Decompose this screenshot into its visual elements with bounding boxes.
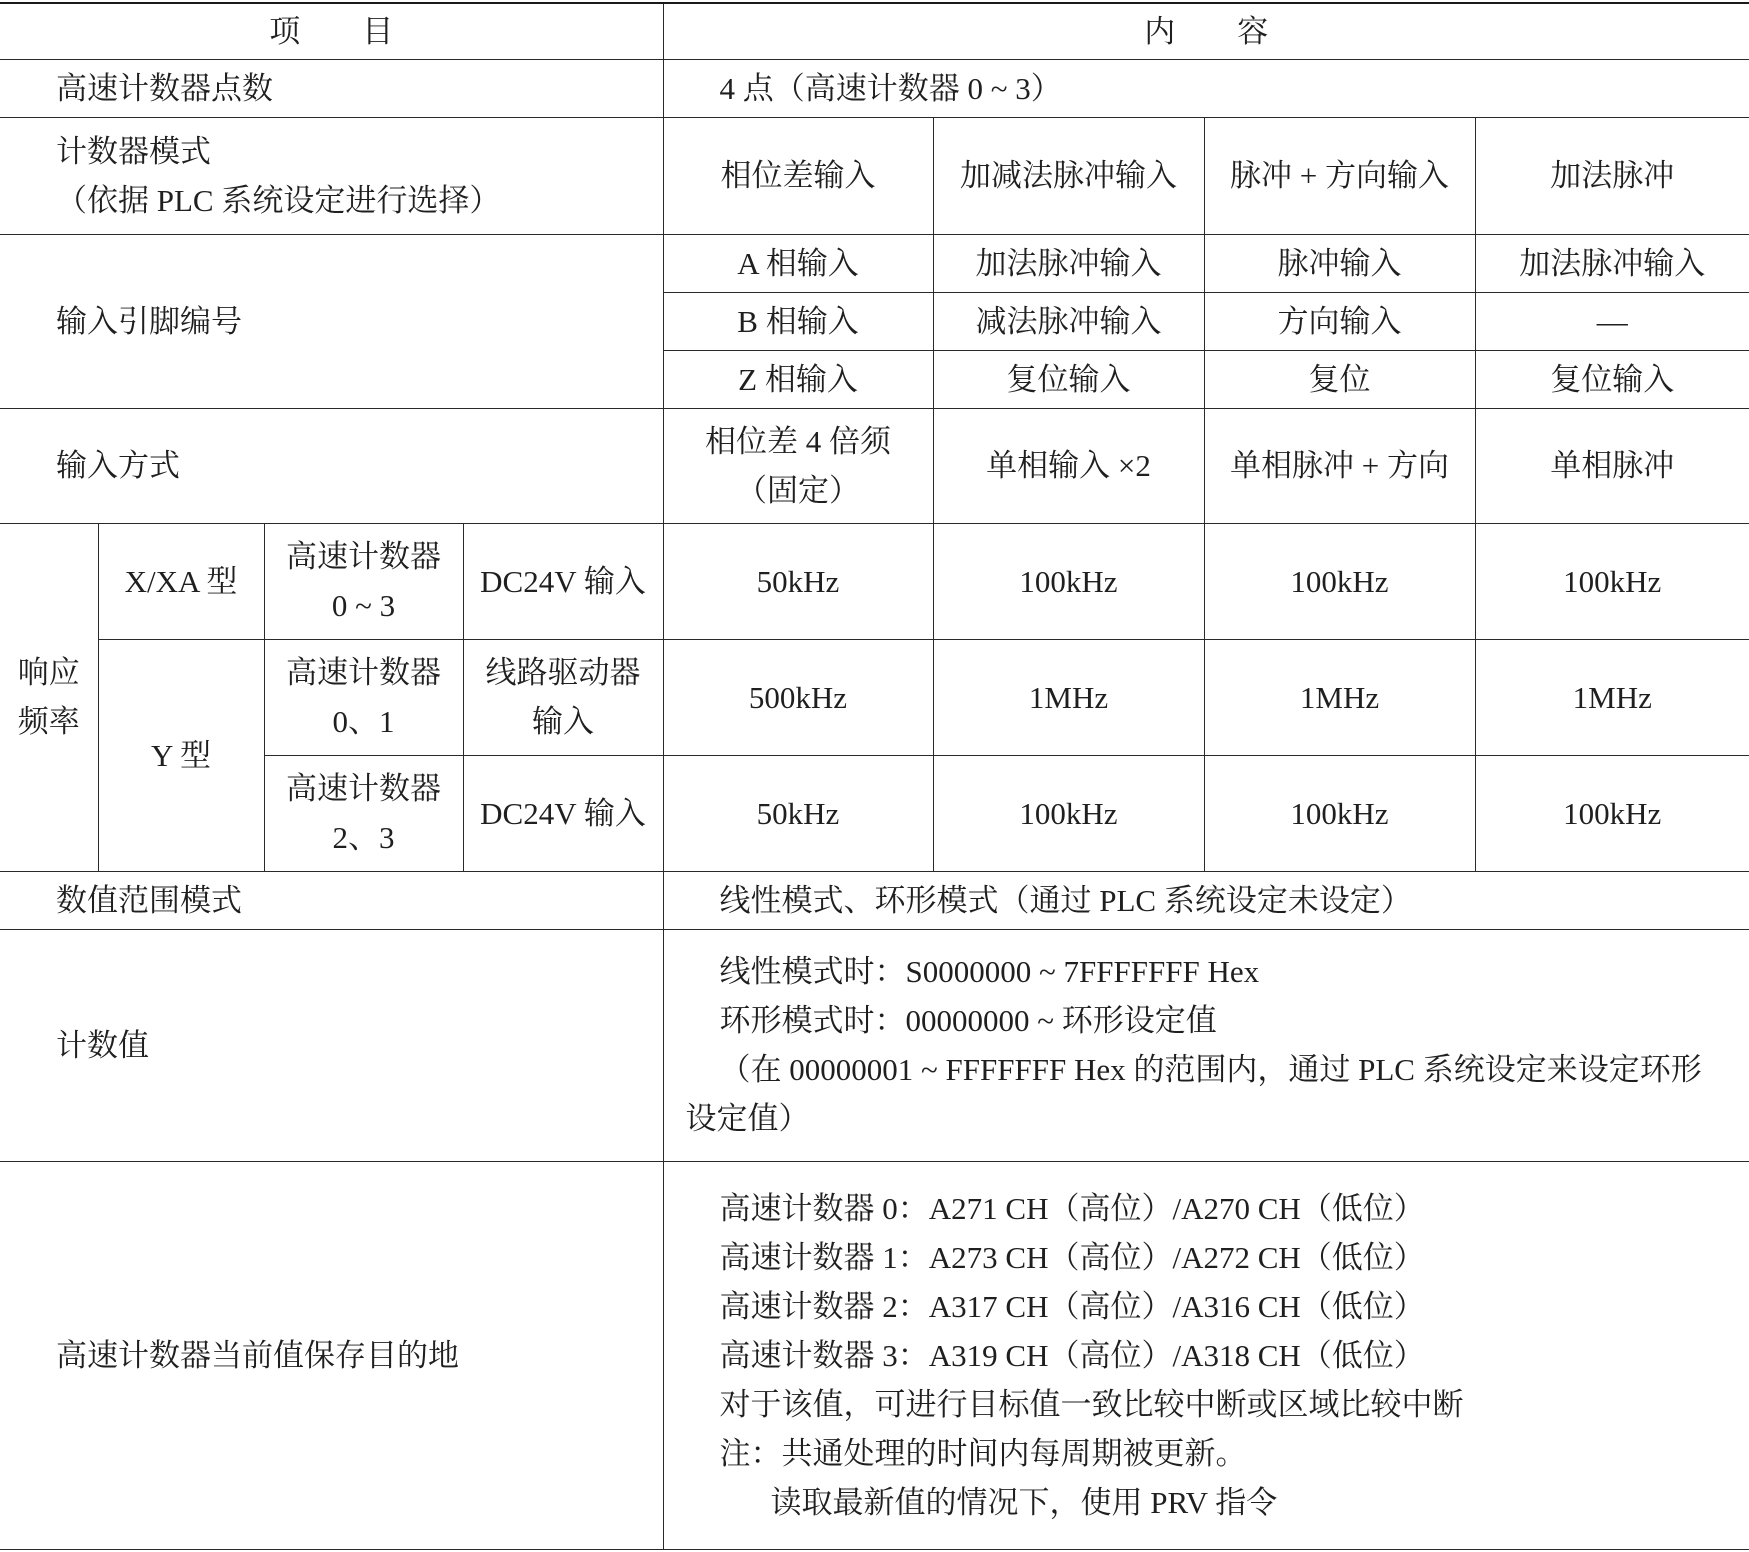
counter-mode-label-note: （依据 PLC 系统设定进行选择） <box>56 182 501 218</box>
input-pins-row-a <box>0 234 1749 292</box>
counter-range <box>264 639 463 755</box>
header-row <box>0 3 1749 59</box>
frequency-value: 100kHz <box>933 523 1204 639</box>
input-type <box>463 639 663 755</box>
frequency-value: 50kHz <box>663 755 933 871</box>
mode-up-down: 加减法脉冲输入 <box>933 117 1204 234</box>
count-value-content <box>663 929 1749 1161</box>
destination-content <box>663 1161 1749 1549</box>
pin-cell: — <box>1475 292 1749 350</box>
counter-range-line: 2、3 <box>332 820 395 855</box>
count-value-line: 环形模式时：00000000 ~ 环形设定值 <box>719 1003 1217 1038</box>
input-method-phase-diff-note: （固定） <box>736 472 860 508</box>
destination-line: 高速计数器 2：A317 CH（高位）/A316 CH（低位） <box>719 1288 1425 1324</box>
counter-points-value: 4 点（高速计数器 0 ~ 3） <box>663 59 1749 117</box>
frequency-value: 500kHz <box>663 639 933 755</box>
destination-line: 高速计数器 0：A271 CH（高位）/A270 CH（低位） <box>719 1190 1425 1226</box>
count-value-row <box>0 929 1749 1161</box>
destination-line: 高速计数器 1：A273 CH（高位）/A272 CH（低位） <box>719 1239 1425 1275</box>
mode-increment: 加法脉冲 <box>1475 117 1749 234</box>
frequency-value: 50kHz <box>663 523 933 639</box>
mode-pulse-direction: 脉冲 + 方向输入 <box>1204 117 1475 234</box>
count-value-line: 设定值） <box>685 1101 810 1136</box>
response-frequency-label-line: 频率 <box>17 704 80 739</box>
input-method-value: 单相脉冲 + 方向 <box>1204 408 1475 523</box>
pin-cell: 方向输入 <box>1204 292 1475 350</box>
destination-label: 高速计数器当前值保存目的地 <box>0 1161 663 1549</box>
counter-mode-label-line: 计数器模式 <box>56 133 211 169</box>
response-frequency-row-xxa <box>0 523 1749 639</box>
counter-range-line: 高速计数器 <box>286 655 441 690</box>
frequency-value: 100kHz <box>1204 523 1475 639</box>
counter-mode-row <box>0 117 1749 234</box>
range-mode-label: 数值范围模式 <box>0 871 663 929</box>
model-type: Y 型 <box>98 639 264 871</box>
counter-range-line: 0 ~ 3 <box>331 588 396 623</box>
input-type-line: 输入 <box>532 704 594 739</box>
high-speed-counter-spec-table <box>0 2 1749 1550</box>
destination-line: 注：共通处理的时间内每周期被更新。 <box>719 1435 1247 1471</box>
pin-cell: 加法脉冲输入 <box>933 234 1204 292</box>
input-method-value: 单相输入 ×2 <box>933 408 1204 523</box>
counter-range <box>264 755 463 871</box>
input-method-label: 输入方式 <box>0 408 663 523</box>
counter-range-line: 0、1 <box>332 704 395 739</box>
count-value-label: 计数值 <box>0 929 663 1161</box>
destination-row <box>0 1161 1749 1549</box>
counter-range <box>264 523 463 639</box>
pin-cell: 加法脉冲输入 <box>1475 234 1749 292</box>
pin-cell: 脉冲输入 <box>1204 234 1475 292</box>
input-method-row <box>0 408 1749 523</box>
frequency-value: 1MHz <box>933 639 1204 755</box>
range-mode-row <box>0 871 1749 929</box>
count-value-line: 线性模式时：S0000000 ~ 7FFFFFFF Hex <box>719 954 1260 989</box>
response-frequency-label-line: 响应 <box>17 655 80 690</box>
model-type: X/XA 型 <box>98 523 264 639</box>
input-type-line: 线路驱动器 <box>485 655 641 690</box>
pin-cell: A 相输入 <box>663 234 933 292</box>
response-frequency-row-y1 <box>0 639 1749 755</box>
input-type: DC24V 输入 <box>463 523 663 639</box>
pin-cell: 复位 <box>1204 350 1475 408</box>
input-method-value: 单相脉冲 <box>1475 408 1749 523</box>
input-type: DC24V 输入 <box>463 755 663 871</box>
counter-points-row <box>0 59 1749 117</box>
range-mode-value: 线性模式、环形模式（通过 PLC 系统设定未设定） <box>663 871 1749 929</box>
input-method-phase-diff-line: 相位差 4 倍须 <box>705 423 891 459</box>
frequency-value: 100kHz <box>933 755 1204 871</box>
count-value-line: （在 00000001 ~ FFFFFFF Hex 的范围内，通过 PLC 系统设定来设定环形 <box>719 1052 1702 1087</box>
input-pins-label: 输入引脚编号 <box>0 234 663 408</box>
input-method-phase-diff <box>663 408 933 523</box>
destination-line: 对于该值，可进行目标值一致比较中断或区域比较中断 <box>719 1386 1464 1422</box>
frequency-value: 1MHz <box>1475 639 1749 755</box>
pin-cell: B 相输入 <box>663 292 933 350</box>
counter-range-line: 高速计数器 <box>286 539 441 574</box>
counter-range-line: 高速计数器 <box>286 771 441 806</box>
destination-line: 高速计数器 3：A319 CH（高位）/A318 CH（低位） <box>719 1337 1425 1373</box>
header-content: 内 容 <box>663 3 1749 59</box>
pin-cell: 减法脉冲输入 <box>933 292 1204 350</box>
destination-line: 读取最新值的情况下，使用 PRV 指令 <box>770 1484 1278 1520</box>
frequency-value: 100kHz <box>1204 755 1475 871</box>
header-item: 项 目 <box>0 3 663 59</box>
counter-mode-label <box>0 117 663 234</box>
frequency-value: 100kHz <box>1475 755 1749 871</box>
pin-cell: 复位输入 <box>933 350 1204 408</box>
pin-cell: 复位输入 <box>1475 350 1749 408</box>
response-frequency-label <box>0 523 98 871</box>
pin-cell: Z 相输入 <box>663 350 933 408</box>
counter-points-label: 高速计数器点数 <box>0 59 663 117</box>
frequency-value: 100kHz <box>1475 523 1749 639</box>
frequency-value: 1MHz <box>1204 639 1475 755</box>
mode-phase-diff: 相位差输入 <box>663 117 933 234</box>
